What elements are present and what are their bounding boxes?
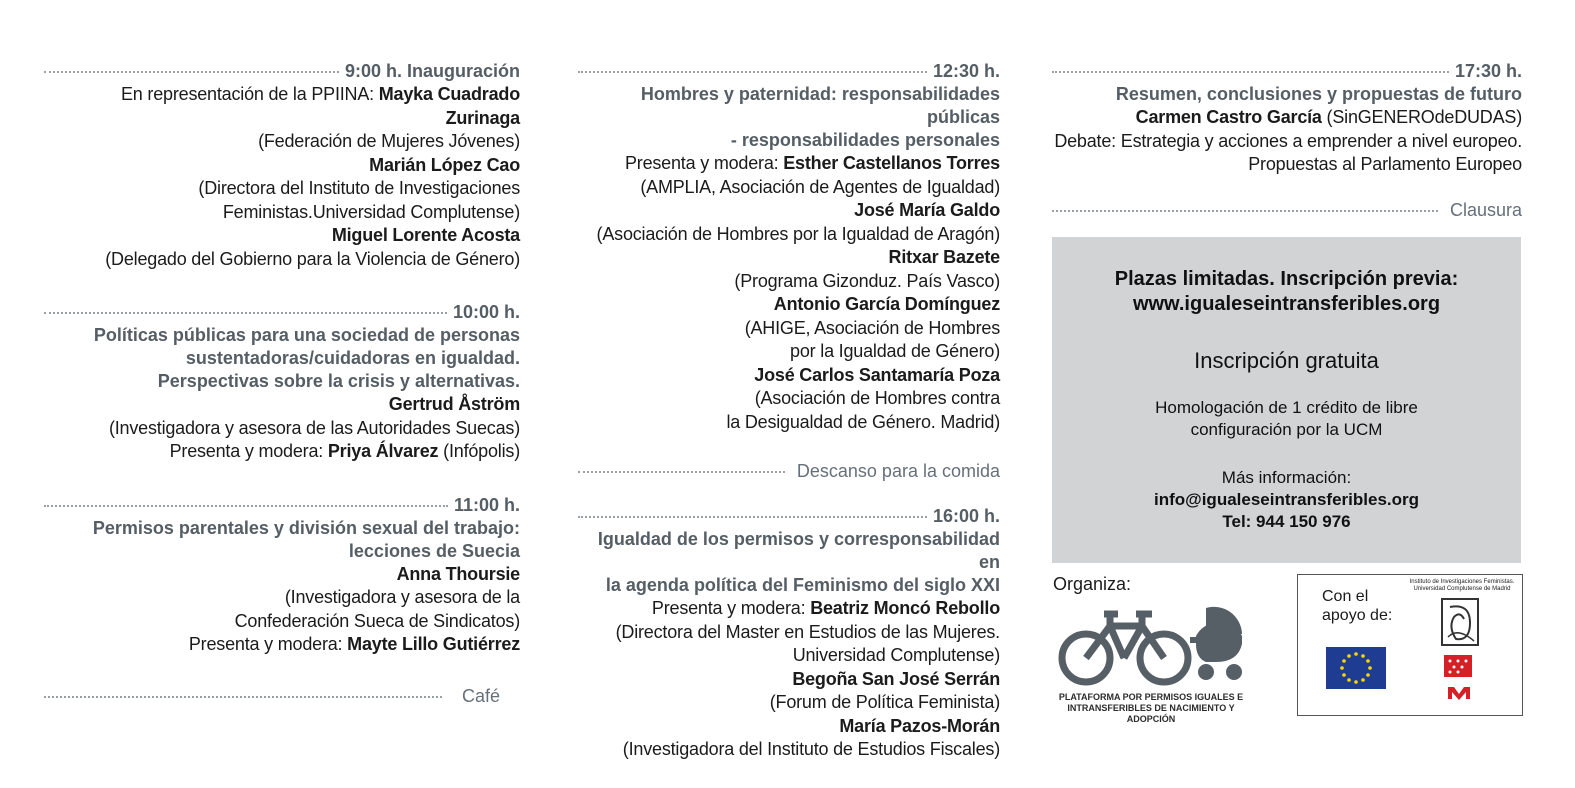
institute-name-line1: Instituto de Investigaciones Feministas.	[1409, 579, 1515, 585]
detail-line	[578, 715, 1000, 739]
session-topic	[44, 517, 520, 563]
topic-line: la agenda política del Feminismo del siglo XXI	[605, 575, 1000, 595]
detail-text: Confederación Sueca de Sindicatos)	[234, 610, 520, 631]
break-cafe	[44, 685, 520, 708]
speaker-name: José Carlos Santamaría Poza	[754, 364, 1000, 385]
detail-text: Presenta y modera:	[651, 598, 811, 618]
dotted-leader	[44, 696, 442, 698]
session-inauguration	[44, 60, 520, 271]
organizer-caption	[1053, 692, 1249, 725]
dotted-leader	[1052, 210, 1438, 212]
detail-text: En representación de la PPIINA:	[121, 84, 379, 104]
speaker-name: Anna Thoursie	[396, 563, 520, 584]
detail-line	[578, 317, 1000, 341]
detail-line	[578, 364, 1000, 388]
session-details	[578, 597, 1000, 762]
detail-line	[578, 340, 1000, 364]
speaker-name: Esther Castellanos Torres	[783, 153, 1000, 173]
detail-text: Presenta y modera:	[169, 441, 328, 461]
speaker-name: Antonio García Domínguez	[773, 294, 1000, 314]
session-time: 16:00 h.	[932, 506, 1000, 526]
detail-text: Propuestas al Parlamento Europeo	[1248, 154, 1522, 174]
detail-text: Presenta y modera:	[188, 634, 348, 654]
detail-text: (Directora del Instituto de Investigaciones	[198, 178, 520, 198]
session-details	[44, 393, 520, 464]
topic-line: Perspectivas sobre la crisis y alternativas.	[157, 371, 520, 391]
detail-line	[44, 248, 520, 272]
madrid-m-logo-icon	[1446, 685, 1472, 701]
detail-text: Debate: Estrategia y acciones a emprender a nivel europeo.	[1054, 130, 1522, 151]
break-label: Descanso para la comida	[796, 461, 1000, 481]
speaker-name: Marián López Cao	[369, 154, 520, 175]
detail-line	[44, 417, 520, 441]
session-header	[578, 60, 1000, 83]
session-time: 17:30 h.	[1454, 61, 1522, 81]
detail-text: (AHIGE, Asociación de Hombres	[744, 317, 1000, 338]
session-equal-leave	[578, 505, 1000, 762]
detail-text: (Federación de Mujeres Jóvenes)	[258, 131, 520, 151]
session-topic	[44, 324, 520, 393]
session-details	[1052, 106, 1522, 177]
detail-text: Universidad Complutense)	[792, 645, 1000, 665]
dotted-leader	[578, 516, 927, 518]
session-time: 9:00 h. Inauguración	[344, 61, 520, 81]
break-label: Café	[461, 685, 500, 706]
registration-notice: Plazas limitadas. Inscripción previa:	[1114, 268, 1459, 290]
topic-line: Igualdad de los permisos y corresponsabilidad en	[597, 529, 1000, 572]
speaker-name: Gertrud Åström	[388, 394, 520, 414]
session-header	[578, 505, 1000, 528]
contact-phone: Tel: 944 150 976	[1222, 512, 1351, 531]
speaker-name: José María Galdo	[854, 200, 1000, 220]
detail-line	[44, 586, 520, 610]
speaker-name: Ritxar Bazete	[888, 247, 1000, 267]
contact-email[interactable]: info@igualeseintransferibles.org	[1153, 490, 1420, 509]
session-topic	[1052, 83, 1522, 106]
detail-line	[578, 411, 1000, 435]
detail-line	[578, 738, 1000, 762]
detail-line	[44, 440, 520, 464]
detail-line	[44, 154, 520, 178]
registration-info-box	[1052, 237, 1521, 563]
speaker-name: Beatriz Moncó Rebollo	[810, 598, 1000, 618]
support-label-line1: Con el	[1322, 588, 1369, 605]
detail-text: (Forum de Política Feminista)	[769, 692, 1000, 712]
detail-line	[578, 223, 1000, 247]
detail-line	[578, 621, 1000, 645]
organizer-caption-line2: INTRANSFERIBLES DE NACIMIENTO Y ADOPCIÓN	[1067, 703, 1235, 724]
detail-text: (Directora del Master en Estudios de las Mujeres.	[615, 621, 1000, 642]
detail-text: por la Igualdad de Género)	[790, 341, 1000, 361]
detail-line	[1052, 153, 1522, 177]
free-registration: Inscripción gratuita	[1194, 348, 1379, 373]
topic-line: sustentadoras/cuidadoras en igualdad.	[185, 348, 520, 368]
topic-line: Políticas públicas para una sociedad de personas	[93, 325, 520, 345]
speaker-name: Mayka Cuadrado Zurinaga	[378, 84, 520, 128]
agenda-column-1	[44, 60, 520, 708]
detail-text: Presenta y modera:	[624, 153, 784, 173]
detail-text: (Investigadora y asesora de las Autoridades Suecas)	[108, 417, 520, 438]
detail-line	[578, 691, 1000, 715]
topic-line: - responsabilidades personales	[730, 130, 1000, 150]
session-details	[44, 563, 520, 657]
detail-line	[578, 668, 1000, 692]
detail-text: (AMPLIA, Asociación de Agentes de Igualdad)	[640, 176, 1000, 197]
detail-line	[578, 644, 1000, 668]
dotted-leader	[578, 71, 927, 73]
session-topic	[578, 83, 1000, 152]
detail-line	[44, 633, 520, 657]
detail-line	[578, 270, 1000, 294]
eu-flag-icon	[1326, 647, 1386, 689]
dotted-leader	[44, 71, 339, 73]
organiza-label: Organiza:	[1053, 574, 1132, 594]
dotted-leader	[44, 312, 447, 314]
institute-name-line2: Universidad Complutense de Madrid	[1413, 586, 1511, 592]
detail-line	[44, 393, 520, 417]
detail-text: (Programa Gizonduz. País Vasco)	[734, 270, 1000, 291]
session-public-policies	[44, 301, 520, 464]
detail-text: (Investigadora del Instituto de Estudios Fiscales)	[622, 739, 1000, 759]
speaker-name: Carmen Castro García	[1135, 107, 1322, 127]
session-parental-leave	[44, 494, 520, 657]
detail-line	[44, 610, 520, 634]
detail-text: (Asociación de Hombres por la Igualdad de Aragón)	[596, 223, 1000, 244]
topic-line: Hombres y paternidad: responsabilidades públicas	[640, 84, 1000, 127]
detail-line	[44, 563, 520, 587]
detail-line	[44, 177, 520, 201]
support-label	[1322, 587, 1392, 625]
agenda-column-2	[578, 60, 1000, 788]
speaker-name: Miguel Lorente Acosta	[331, 225, 520, 245]
session-time: 12:30 h.	[932, 61, 1000, 81]
detail-line	[1052, 106, 1522, 130]
session-header	[44, 301, 520, 324]
session-summary	[1052, 60, 1522, 177]
detail-line	[578, 152, 1000, 176]
speaker-name: María Pazos-Morán	[839, 715, 1000, 736]
topic-line: lecciones de Suecia	[348, 540, 520, 561]
institute-logo-icon	[1440, 597, 1480, 647]
speaker-name: Mayte Lillo Gutiérrez	[347, 634, 520, 654]
session-time: 10:00 h.	[452, 302, 520, 322]
registration-website[interactable]: www.igualeseintransferibles.org	[1132, 293, 1441, 315]
madrid-region-logo-icon	[1444, 655, 1472, 677]
detail-text: (Delegado del Gobierno para la Violencia de Género)	[105, 248, 520, 269]
session-header	[44, 60, 520, 83]
detail-line	[578, 176, 1000, 200]
detail-line	[44, 201, 520, 225]
detail-line	[578, 387, 1000, 411]
session-header	[1052, 60, 1522, 83]
detail-line	[578, 293, 1000, 317]
detail-line	[44, 130, 520, 154]
session-header	[44, 494, 520, 517]
support-label-line2: apoyo de:	[1322, 607, 1393, 624]
dotted-leader	[1052, 71, 1449, 73]
more-info-label: Más información:	[1221, 468, 1352, 487]
tandem-bicycle-pram-icon	[1056, 600, 1248, 688]
detail-line	[578, 199, 1000, 223]
detail-text: (SinGENEROdeDUDAS)	[1321, 107, 1522, 127]
supporters-box	[1297, 574, 1523, 716]
agenda-column-3	[1052, 60, 1522, 222]
organizer-caption-line1: PLATAFORMA POR PERMISOS IGUALES E	[1058, 692, 1244, 702]
topic-line: Resumen, conclusiones y propuestas de futuro	[1115, 84, 1522, 104]
detail-line	[44, 83, 520, 130]
break-closing	[1052, 199, 1522, 222]
institute-name	[1406, 579, 1518, 593]
detail-text: la Desigualdad de Género. Madrid)	[726, 411, 1000, 432]
session-details	[578, 152, 1000, 434]
dotted-leader	[44, 505, 448, 507]
session-details	[44, 83, 520, 271]
session-topic	[578, 528, 1000, 597]
speaker-name: Begoña San José Serrán	[792, 668, 1000, 689]
topic-line: Permisos parentales y división sexual del trabajo:	[92, 517, 520, 538]
credit-homologation-2: configuración por la UCM	[1190, 420, 1383, 439]
detail-line	[578, 246, 1000, 270]
break-label: Clausura	[1449, 199, 1522, 220]
dotted-leader	[578, 471, 785, 473]
session-men-paternity	[578, 60, 1000, 434]
detail-text: (Infópolis)	[438, 441, 520, 461]
speaker-name: Priya Álvarez	[327, 441, 439, 461]
detail-text: (Investigadora y asesora de la	[284, 587, 520, 607]
detail-line	[578, 597, 1000, 621]
detail-text: Feministas.Universidad Complutense)	[222, 201, 520, 222]
credit-homologation: Homologación de 1 crédito de libre	[1155, 398, 1418, 417]
detail-text: (Asociación de Hombres contra	[754, 388, 1000, 408]
detail-line	[44, 224, 520, 248]
session-time: 11:00 h.	[453, 494, 520, 515]
detail-line	[1052, 130, 1522, 154]
break-lunch	[578, 460, 1000, 483]
